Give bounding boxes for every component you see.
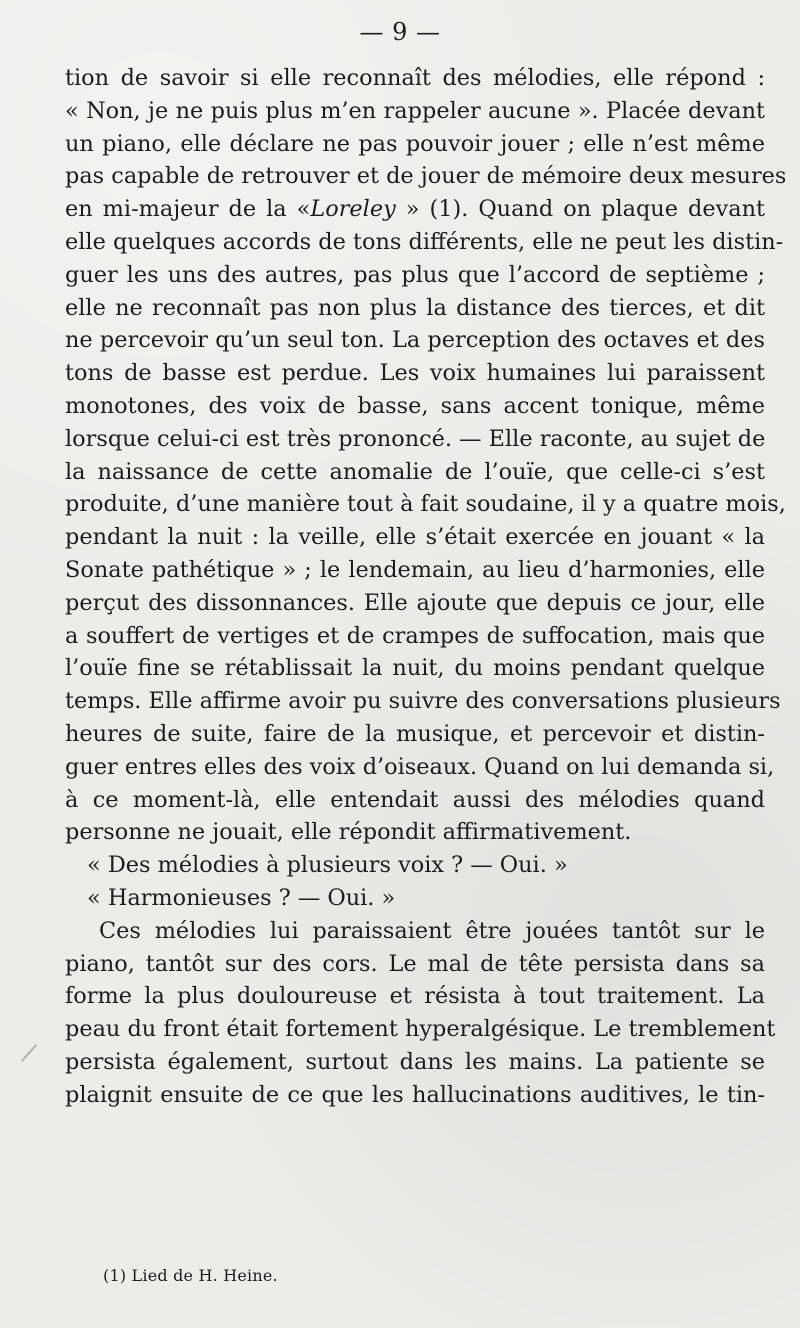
text-line-22: guer entres elles des voix d’oiseaux. Quand on lui demanda si, bbox=[65, 753, 775, 780]
text-line-17: perçut des dissonnances. Elle ajoute que depuis ce jour, elle bbox=[65, 589, 765, 616]
text-line-7: guer les uns des autres, pas plus que l’accord de septième ; bbox=[65, 261, 765, 288]
text-line-30: peau du front était fortement hyperalgésique. Le tremblement bbox=[65, 1016, 776, 1043]
text-line-24: personne ne jouait, elle répondit affirmativement. bbox=[65, 819, 632, 846]
text-line-27: Ces mélodies lui paraissaient être jouées tantôt sur le bbox=[99, 917, 765, 944]
text-line-25: « Des mélodies à plusieurs voix ? — Oui. » bbox=[87, 852, 568, 879]
scan-mark bbox=[21, 1044, 37, 1062]
text-line-14: produite, d’une manière tout à fait soudaine, il y a quatre mois, bbox=[65, 491, 786, 518]
text-line-20: temps. Elle affirme avoir pu suivre des conversations plusieurs bbox=[65, 688, 781, 715]
text-line-11: monotones, des voix de basse, sans accent tonique, même bbox=[65, 392, 765, 419]
text-line-9: ne percevoir qu’un seul ton. La perception des octaves et des bbox=[65, 327, 765, 354]
text-line-32: plaignit ensuite de ce que les hallucinations auditives, le tin- bbox=[65, 1081, 765, 1108]
text-line-18: a souffert de vertiges et de crampes de suffocation, mais que bbox=[65, 622, 765, 649]
text-line-21: heures de suite, faire de la musique, et percevoir et distin- bbox=[65, 720, 765, 747]
text-line-2: « Non, je ne puis plus m’en rappeler aucune ». Placée devant bbox=[65, 97, 765, 124]
text-line-5 bbox=[65, 193, 765, 226]
text-line-5-start: en mi-majeur de la « bbox=[65, 196, 311, 223]
page-number: — 9 — bbox=[359, 18, 441, 46]
text-line-23: à ce moment-là, elle entendait aussi des mélodies quand bbox=[65, 786, 765, 813]
text-line-3: un piano, elle déclare ne pas pouvoir jouer ; elle n’est même bbox=[65, 130, 765, 157]
text-line-26: « Harmonieuses ? — Oui. » bbox=[87, 884, 396, 911]
text-line-6: elle quelques accords de tons différents, elle ne peut les distin- bbox=[65, 228, 784, 255]
text-line-8: elle ne reconnaît pas non plus la distance des tierces, et dit bbox=[65, 294, 765, 321]
text-line-16: Sonate pathétique » ; le lendemain, au lieu d’harmonies, elle bbox=[65, 556, 765, 583]
text-line-1: tion de savoir si elle reconnaît des mélodies, elle répond : bbox=[65, 65, 765, 91]
loreley-title: Loreley bbox=[310, 196, 396, 223]
text-line-29: forme la plus douloureuse et résista à tout traitement. La bbox=[65, 983, 765, 1010]
footnote: (1) Lied de H. Heine. bbox=[103, 1266, 278, 1285]
text-line-19: l’ouïe fine se rétablissait la nuit, du moins pendant quelque bbox=[65, 655, 765, 682]
text-line-5-end: » (1). Quand on plaque devant bbox=[395, 196, 765, 223]
text-line-4: pas capable de retrouver et de jouer de mémoire deux mesures bbox=[65, 163, 787, 190]
text-line-15: pendant la nuit : la veille, elle s’était exercée en jouant « la bbox=[65, 524, 765, 551]
body-text bbox=[65, 62, 787, 1112]
text-line-31: persista également, surtout dans les mains. La patiente se bbox=[65, 1048, 765, 1075]
text-line-12: lorsque celui-ci est très prononcé. — Elle raconte, au sujet de bbox=[65, 425, 766, 452]
text-line-10: tons de basse est perdue. Les voix humaines lui paraissent bbox=[65, 360, 765, 387]
text-line-28: piano, tantôt sur des cors. Le mal de tête persista dans sa bbox=[65, 950, 765, 977]
text-line-13: la naissance de cette anomalie de l’ouïe, que celle-ci s’est bbox=[65, 458, 765, 485]
